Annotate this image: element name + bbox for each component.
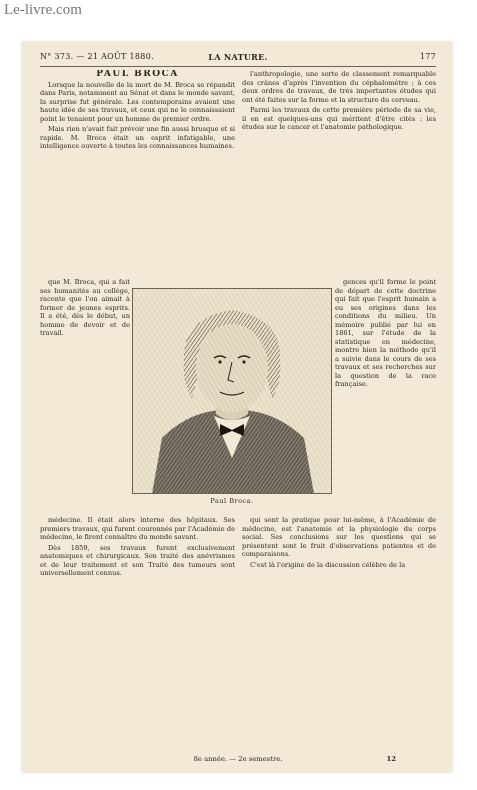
journal-page (22, 42, 452, 772)
header-rule (40, 66, 436, 67)
article-title: PAUL BROCA (96, 70, 179, 79)
paragraph: qui sont la pratique pour lui-même, à l'Académie de médecine, est l'anatomie et la physiologie du corps social. Ses conclusions sur les questions qui se présentent sont le fruit d'observations patientes et de comparaisons. (242, 516, 436, 558)
right-column (242, 70, 436, 275)
page-header (40, 52, 436, 64)
portrait-caption: Paul Broca. (210, 497, 254, 505)
left-column (40, 70, 235, 275)
signature-mark: 12 (386, 755, 396, 763)
page-number: 177 (419, 52, 436, 61)
paragraph: l'anthropologie, une sorte de classement remarquable des crânes d'après l'invention du céphalomètre ; à ces deux ordres de travaux, de très importantes études qui ont été faites sur la forme et la structure du cerveau. (242, 70, 436, 104)
lower-left-column (40, 516, 235, 752)
paragraph: Parmi les travaux de cette première période de sa vie, il en est quelques-uns qui méritent d'être cités : les études sur le cancer et l'anatomie pathologique. (242, 106, 436, 131)
paragraph: Lorsque la nouvelle de la mort de M. Broca se répandit dans Paris, notamment au Sénat et dans le monde savant, la surprise fut générale. Les contemporains avaient une haute idée de ses travaux, et ceux qui ne le connaissaient point le tenaient pour un homme de premier ordre. (40, 80, 235, 123)
paragraph: médecine. Il était alors interne des hôpitaux. Ses premiers travaux, qui furent couronnés par l'Académie de médecine, le firent connaître du monde savant. (40, 516, 235, 541)
paragraph: Dès 1859, ses travaux furent exclusivement anatomiques et chirurgicaux. Son traité des anévrismes et de leur traitement et son Traité des tumeurs sont universellement connus. (40, 543, 235, 577)
journal-title: LA NATURE. (208, 52, 268, 62)
paragraph: gences qu'il forme le point de départ de cette doctrine qui fait que l'esprit humain a eu ses origines dans les conditions du milieu. Un mémoire publié par lui en 1861, sur l'étude de la statistique en médecine, montre bien la méthode qu'il a suivie dans le cours de ses travaux et ses recherches sur la question de la race française. (335, 278, 436, 388)
site-watermark: Le-livre.com (4, 2, 82, 18)
paragraph: Mais rien n'avait fait prévoir une fin aussi brusque et si rapide. M. Broca était un esprit infatigable, une intelligence ouverte à toutes les connaissances humaines. (40, 125, 235, 150)
paragraph: que M. Broca, qui a fait ses humanités au collège, raconte que l'on aimait à former de jeunes esprits. Il a été, dès le début, un homme de devoir et de travail. (40, 278, 130, 337)
right-wrap-column (335, 278, 436, 514)
portrait-illustration (132, 288, 332, 494)
left-wrap-column (40, 278, 130, 514)
issue-number: N° 373. — 21 AOÛT 1880. (40, 52, 154, 61)
page-footer (40, 755, 436, 765)
paragraph: C'est là l'origine de la discussion célèbre de la (250, 560, 406, 569)
edition-note: 8e année. — 2e semestre. (193, 755, 283, 763)
portrait-engraving (132, 288, 332, 494)
lower-right-column (242, 516, 436, 752)
